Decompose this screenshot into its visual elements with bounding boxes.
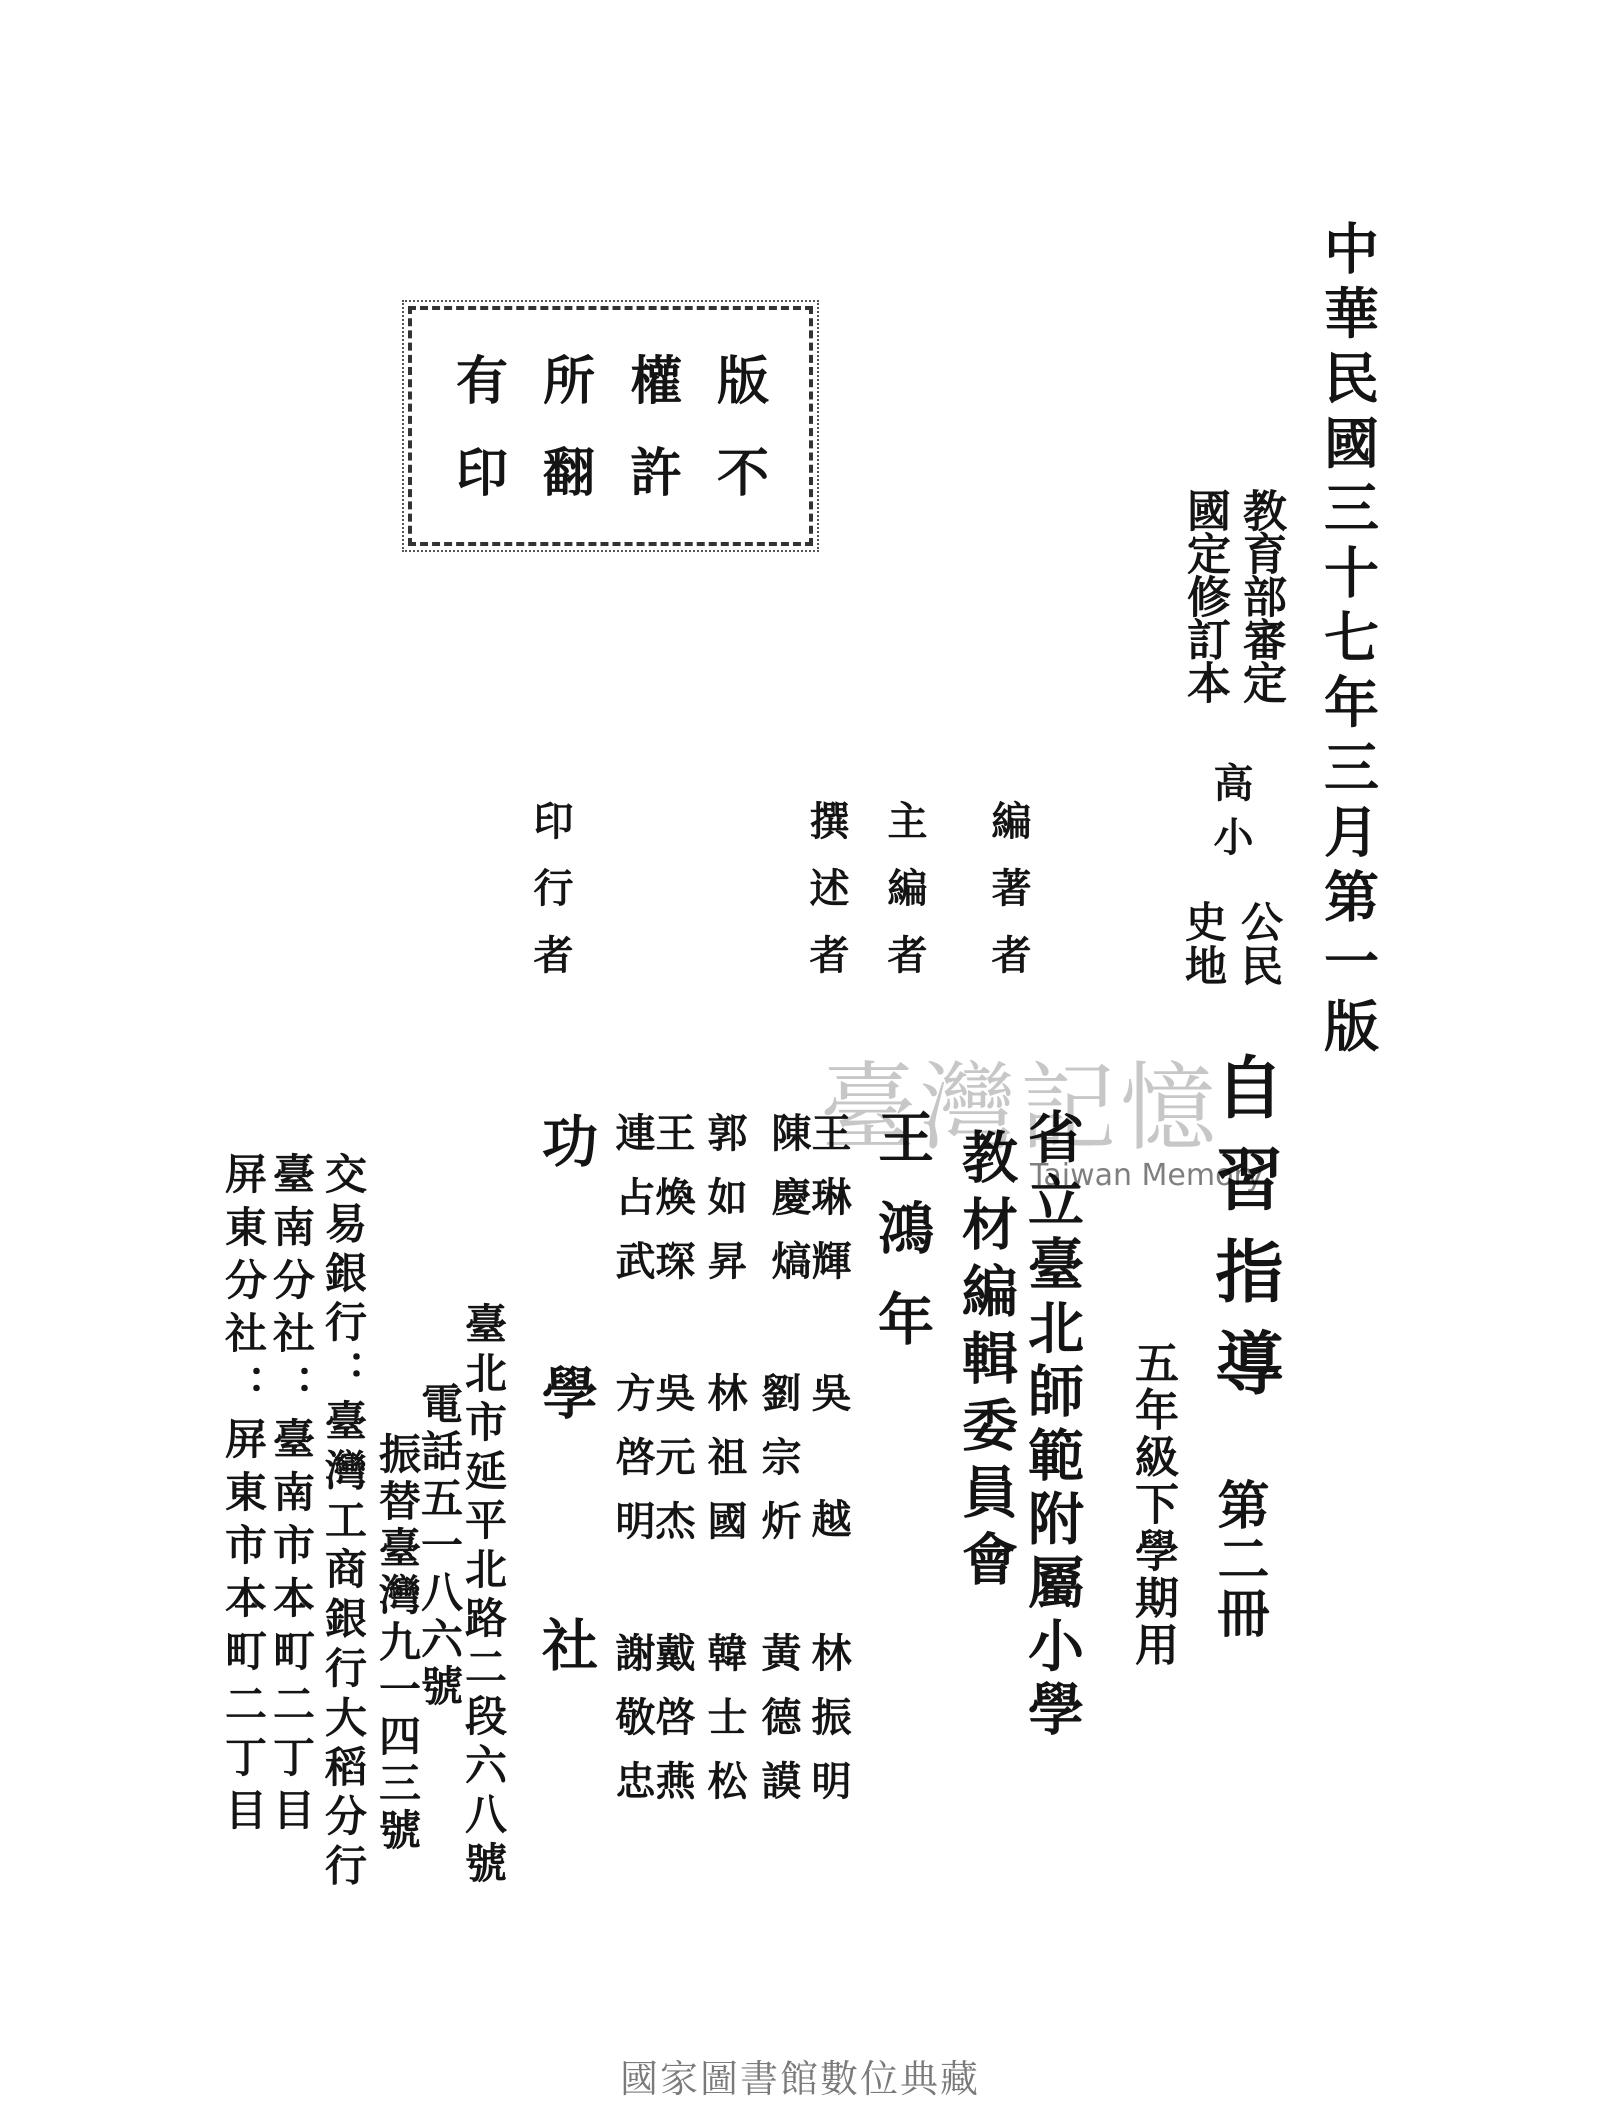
publisher-phone: 電話五一八六號 [415, 1382, 464, 1711]
branch-bank: 交易銀行：臺灣工商銀行大稻分行 [319, 1152, 368, 1893]
writer-name: 方啓明 [609, 1372, 656, 1564]
subject-civics: 公民 [1235, 900, 1284, 988]
role-printer: 印行者 [527, 800, 574, 1001]
copyright-line-1 [456, 351, 769, 412]
writer-name: 謝敬忠 [609, 1632, 656, 1824]
editor-org-line-1: 省立臺北師範附屬小學 [1019, 1108, 1085, 1744]
writer-name: 連占武 [609, 1112, 656, 1304]
branch-pingtung: 屏東分社：屏東市本町二丁目 [219, 1152, 268, 1841]
publisher-name: 功學社 [533, 1112, 599, 1868]
writer-name: 林祖國 [701, 1372, 748, 1564]
copyright-line-2 [456, 443, 769, 504]
subject-history-geography: 史地 [1179, 900, 1228, 988]
writer-name: 韓士松 [701, 1632, 748, 1824]
writer-name: 戴啓燕 [649, 1632, 696, 1824]
copyright-char: 權 [629, 351, 682, 412]
watermark-logo-english: Taiwan Memory [1030, 1158, 1264, 1193]
writer-name: 吳元杰 [649, 1372, 696, 1564]
writer-name: 郭如昇 [701, 1112, 748, 1304]
branch-tainan: 臺南分社：臺南市本町二丁目 [267, 1152, 316, 1841]
role-writer: 撰述者 [803, 800, 850, 1001]
publisher-address: 臺北市延平北路二段六八號 [459, 1302, 508, 1890]
copyright-char: 不 [716, 443, 769, 504]
publication-date: 中華民國三十七年三月第一版 [1315, 220, 1380, 1063]
library-footer: 國家圖書館數位典藏 [619, 2057, 980, 2101]
writer-name: 陳慶熇 [765, 1112, 812, 1304]
editor-org-line-2: 教材編輯委員會 [953, 1128, 1019, 1597]
copyright-char: 許 [629, 443, 682, 504]
watermark-logo: 臺灣記憶 [820, 1052, 1220, 1164]
copyright-box [408, 306, 813, 546]
role-editor: 編著者 [985, 800, 1032, 1001]
writer-name: 林振明 [805, 1632, 852, 1824]
approval-line-2: 國定修訂本 [1179, 488, 1230, 703]
approval-line-1: 教育部審定 [1235, 488, 1286, 703]
copyright-char: 版 [716, 351, 769, 412]
volume-number: 第二冊 [1208, 1478, 1269, 1640]
grade-level: 高小 [1207, 762, 1254, 870]
chief-editor-name: 王鴻年 [869, 1108, 935, 1381]
copyright-char: 有 [456, 351, 509, 412]
copyright-char: 所 [542, 351, 595, 412]
writer-name: 吳越 [805, 1372, 852, 1624]
writer-name: 王琳輝 [805, 1112, 852, 1304]
writer-name: 劉宗炘 [755, 1372, 802, 1564]
writer-name: 王煥琛 [649, 1112, 696, 1304]
copyright-char: 翻 [542, 443, 595, 504]
semester-label: 五年級下學期用 [1127, 1340, 1178, 1669]
writer-name: 黃德謨 [755, 1632, 802, 1824]
publisher-transfer-account: 振替臺灣九一四三號 [373, 1432, 422, 1855]
role-chief-editor: 主編者 [881, 800, 928, 1001]
copyright-char: 印 [456, 443, 509, 504]
book-title: 自習指導 [1204, 1052, 1284, 1420]
